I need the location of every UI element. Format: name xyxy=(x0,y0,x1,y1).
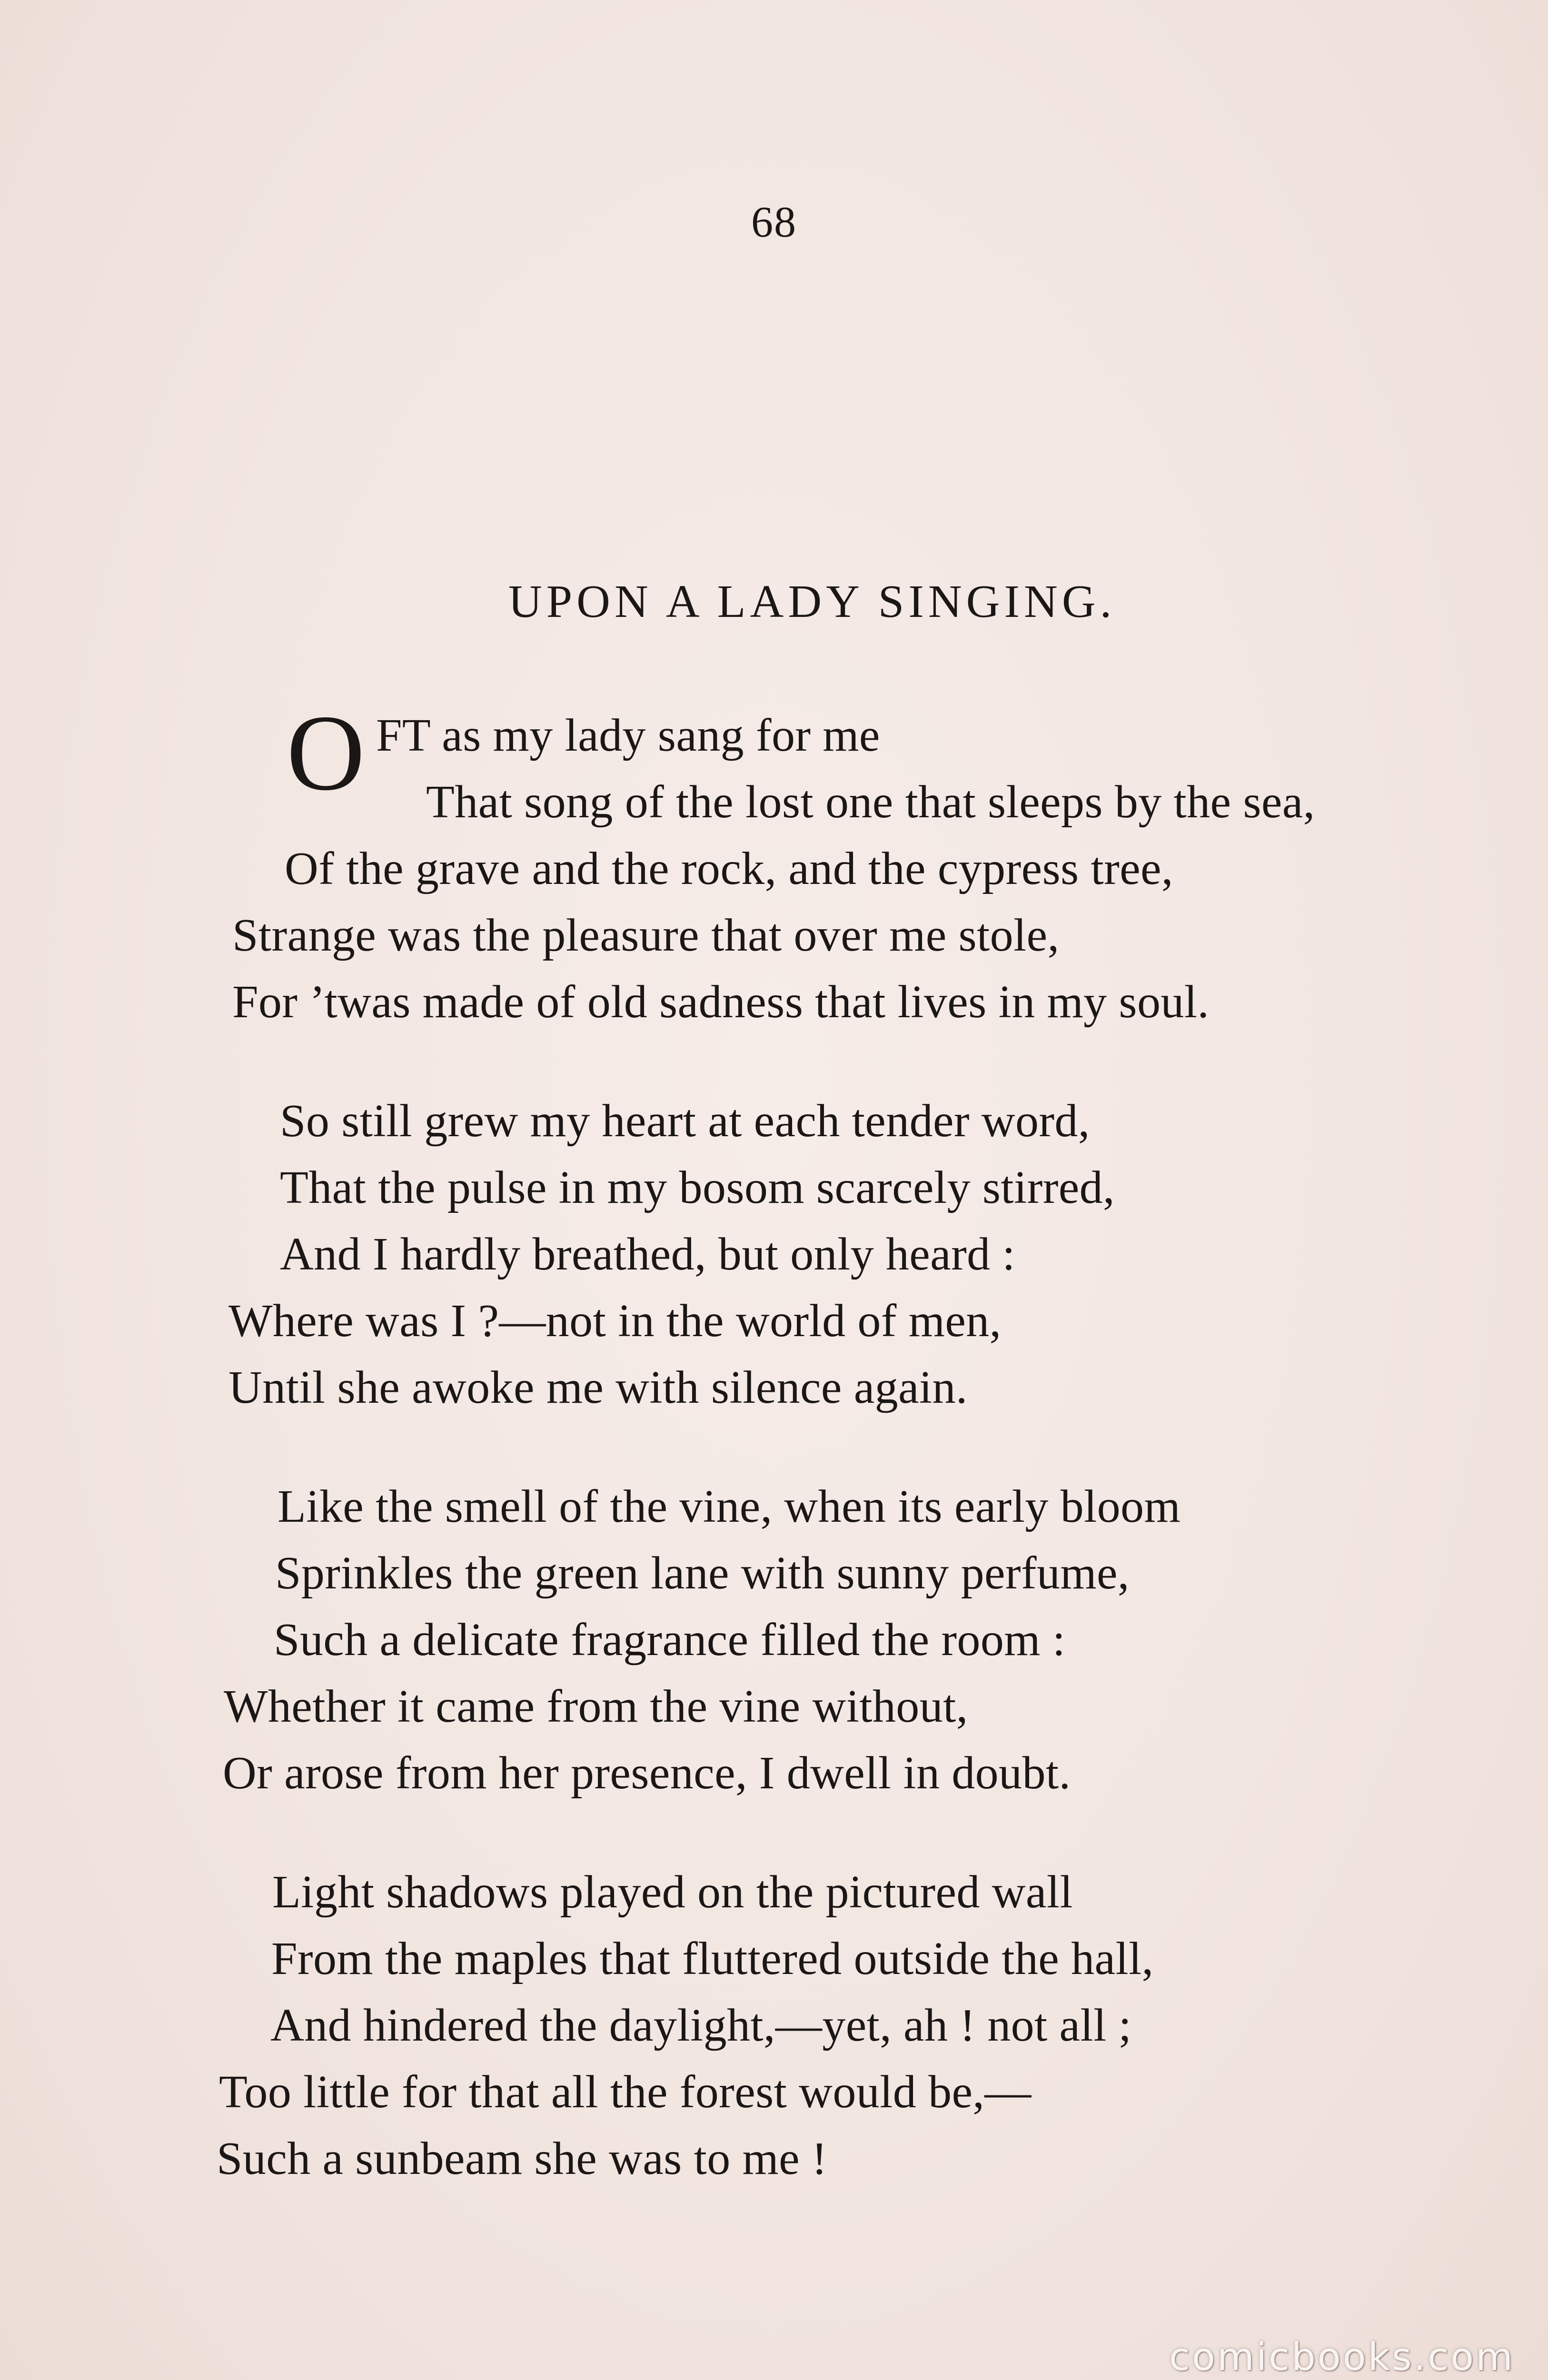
poem-line: Too little for that all the forest would be,— xyxy=(219,2066,1032,2118)
poem-line: Like the smell of the vine, when its early bloom xyxy=(278,1481,1181,1532)
poem-line: Or arose from her presence, I dwell in doubt. xyxy=(223,1747,1071,1799)
poem-line: Such a delicate fragrance filled the room : xyxy=(274,1614,1066,1666)
poem-line: For ’twas made of old sadness that lives in my soul. xyxy=(232,976,1210,1028)
poem-line: Such a sunbeam she was to me ! xyxy=(217,2133,827,2184)
watermark: comicbooks.com xyxy=(1169,2335,1515,2379)
drop-cap: O xyxy=(287,693,365,813)
page-number: 68 xyxy=(751,198,797,246)
poem-line: And I hardly breathed, but only heard : xyxy=(280,1229,1016,1280)
poem-line: Sprinkles the green lane with sunny perfume, xyxy=(275,1547,1130,1599)
poem-line: Until she awoke me with silence again. xyxy=(228,1362,968,1413)
poem-line: Where was I ?—not in the world of men, xyxy=(228,1295,1002,1347)
poem-line: Strange was the pleasure that over me stole, xyxy=(232,910,1060,961)
poem-title: UPON A LADY SINGING. xyxy=(508,576,1116,627)
poem-line: Of the grave and the rock, and the cypress tree, xyxy=(285,843,1173,894)
poem-line: So still grew my heart at each tender word, xyxy=(280,1095,1090,1147)
poem-line: That the pulse in my bosom scarcely stirred, xyxy=(280,1162,1115,1213)
poem-line: And hindered the daylight,—yet, ah ! not all ; xyxy=(270,2000,1132,2051)
poem-line: FT as my lady sang for me xyxy=(376,710,880,761)
poem-line: Light shadows played on the pictured wall xyxy=(272,1866,1073,1918)
poem-line: Whether it came from the vine without, xyxy=(224,1681,968,1732)
poem-line: From the maples that fluttered outside the hall, xyxy=(271,1933,1154,1984)
poem-line: That song of the lost one that sleeps by the sea, xyxy=(426,776,1315,828)
